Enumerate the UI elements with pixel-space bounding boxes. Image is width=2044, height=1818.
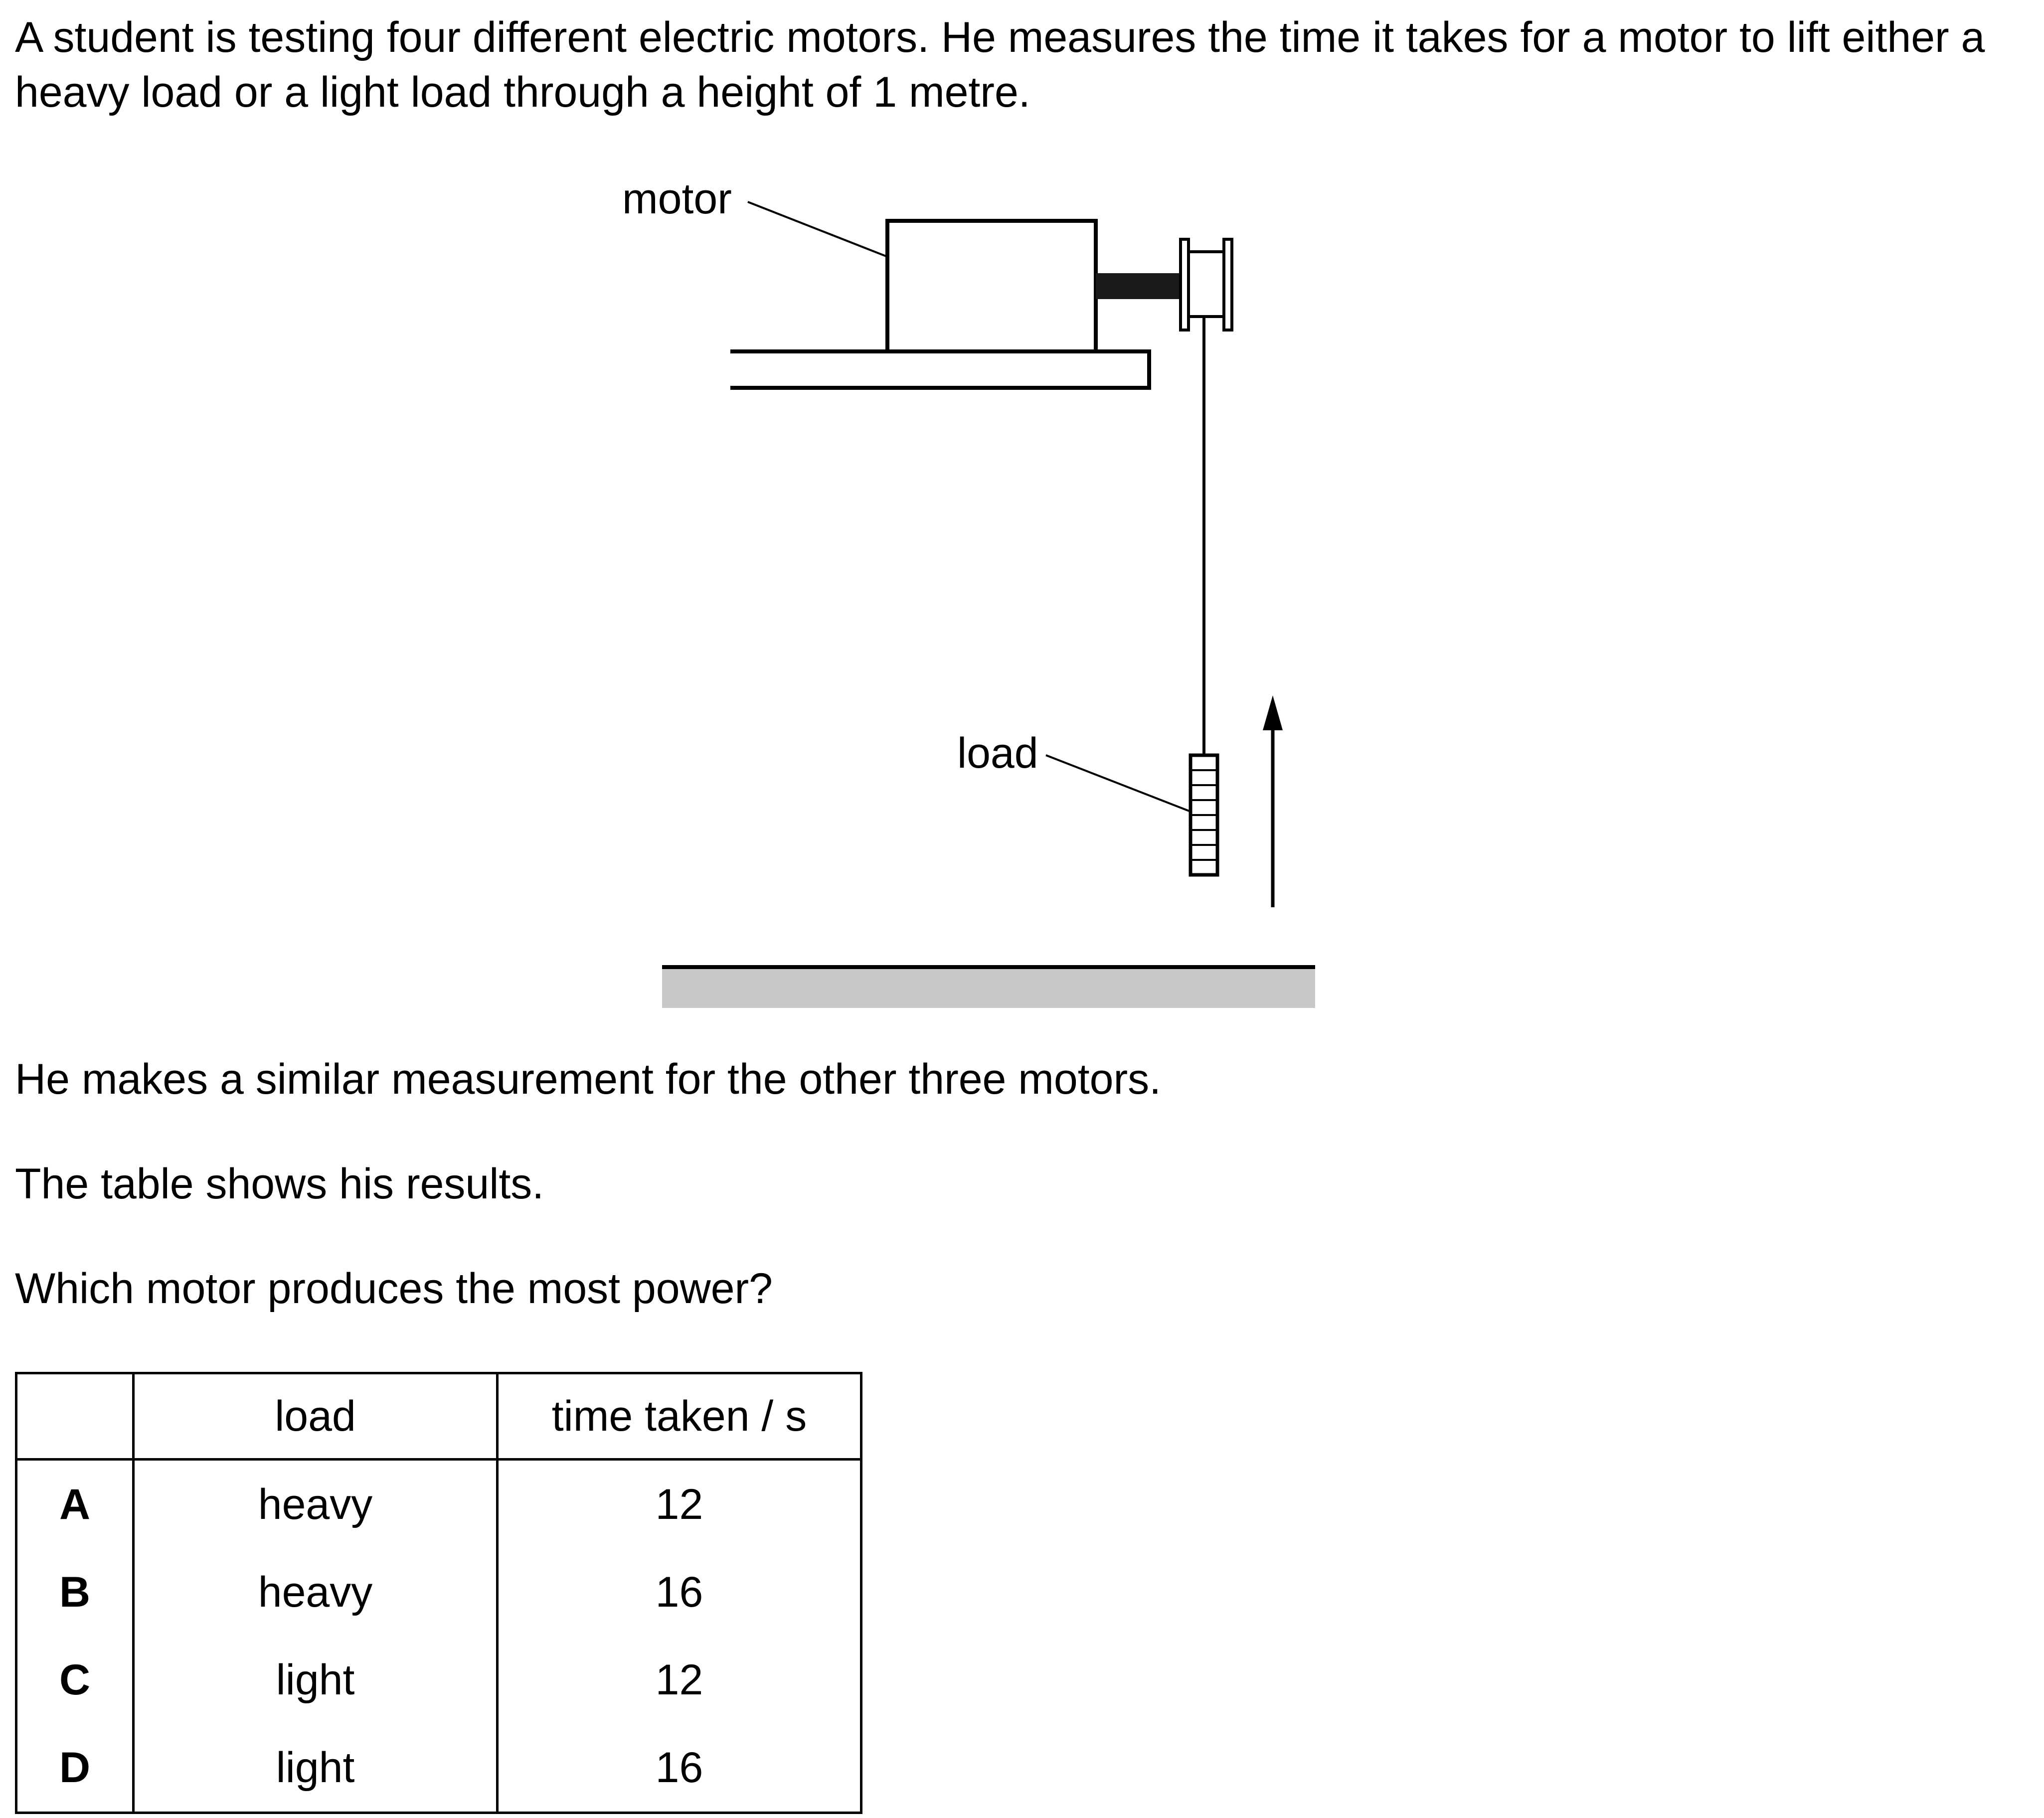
motor-label: motor [622,175,732,223]
header-load: load [134,1373,498,1460]
motor-body [887,221,1096,351]
pulley [1181,239,1232,330]
results-table [15,1372,862,1814]
header-time: time taken / s [498,1373,861,1460]
time-cell: 12 [498,1460,861,1549]
motor-leader-line [748,202,887,257]
option-letter: A [16,1460,134,1549]
table-row [16,1548,861,1636]
table-row [16,1460,861,1549]
question-sentence-3: The table shows his results. [15,1160,544,1208]
load-cell: heavy [134,1460,498,1549]
table-header-row [16,1373,861,1460]
time-cell: 12 [498,1636,861,1724]
option-letter: B [16,1548,134,1636]
load-leader-line [1046,755,1191,812]
option-letter: D [16,1724,134,1813]
load-cell: light [134,1636,498,1724]
question-sentence-2: He makes a similar measurement for the other three motors. [15,1055,1161,1103]
upward-arrow-icon [1263,695,1283,907]
load-cell: light [134,1724,498,1813]
load-masses [1191,755,1217,875]
load-label: load [957,729,1038,777]
option-letter: C [16,1636,134,1724]
time-cell: 16 [498,1548,861,1636]
floor [662,967,1315,1008]
header-option [16,1373,134,1460]
load-cell: heavy [134,1548,498,1636]
bench [730,351,1149,388]
motor-axle [1096,273,1183,299]
question-intro: A student is testing four different electric motors. He measures the time it takes for a motor to lift either a heavy load or a light load through a height of 1 metre. [15,13,1985,116]
time-cell: 16 [498,1724,861,1813]
table-row [16,1636,861,1724]
question-prompt: Which motor produces the most power? [15,1265,773,1313]
table-row [16,1724,861,1813]
